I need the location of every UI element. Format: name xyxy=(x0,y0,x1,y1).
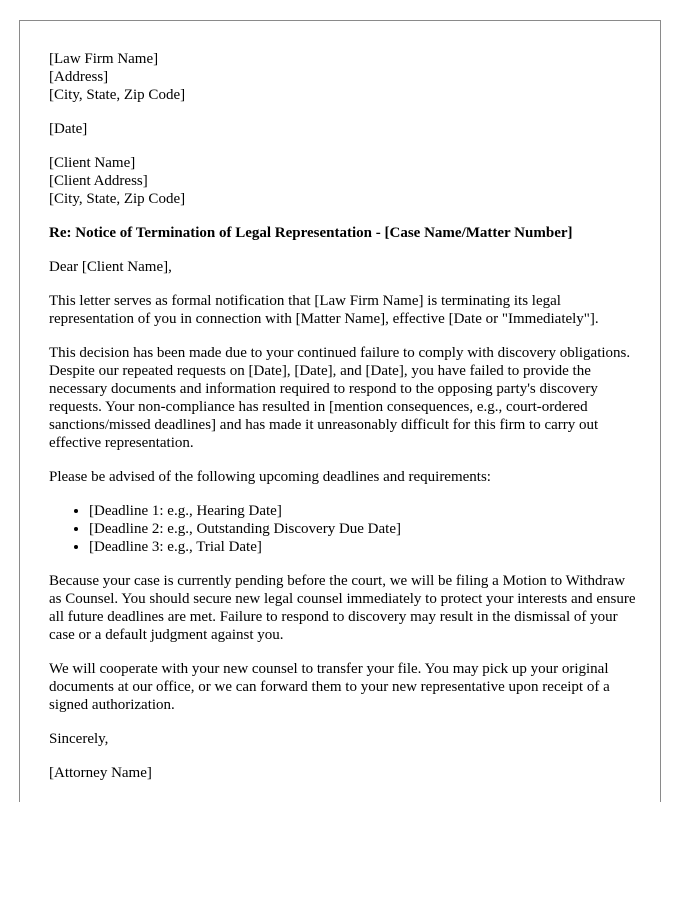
recipient-block xyxy=(49,154,639,208)
recipient-city-state-zip: [City, State, Zip Code] xyxy=(49,191,186,207)
sender-firm-name: [Law Firm Name] xyxy=(49,51,159,67)
letter-date: [Date] xyxy=(49,121,88,137)
subject-line: Re: Notice of Termination of Legal Representation - [Case Name/Matter Number] xyxy=(49,225,573,241)
salutation: Dear [Client Name], xyxy=(49,259,172,275)
deadline-item: • [Deadline 2: e.g., Outstanding Discovery Due Date] xyxy=(89,520,639,538)
deadline-item: • [Deadline 3: e.g., Trial Date] xyxy=(89,538,639,556)
letter-body xyxy=(49,50,639,798)
date-block xyxy=(49,120,639,138)
recipient-name: [Client Name] xyxy=(49,155,136,171)
sender-block xyxy=(49,50,639,104)
letter-page xyxy=(19,20,661,802)
recipient-address: [Client Address] xyxy=(49,173,148,189)
sender-address: [Address] xyxy=(49,69,109,85)
sender-city-state-zip: [City, State, Zip Code] xyxy=(49,87,186,103)
paragraph-reason: This decision has been made due to your continued failure to comply with discovery obligations. Despite our repeated requests on [Date], [Date], and [Date], you have failed to provide the necessary documents and information required to respond to the opposing party's discovery requests. Your non-compliance has resulted in [mention consequences, e.g., court-ordered sanctions/missed deadlines] and has made it unreasonably difficult for this firm to carry out effective representation. xyxy=(49,345,631,451)
deadline-item: • [Deadline 1: e.g., Hearing Date] xyxy=(89,502,639,520)
paragraph-notification: This letter serves as formal notification that [Law Firm Name] is terminating its legal representation of you in connection with [Matter Name], effective [Date or "Immediately"]. xyxy=(49,293,599,327)
paragraph-file-transfer: We will cooperate with your new counsel to transfer your file. You may pick up your original documents at our office, or we can forward them to your new representative upon receipt of a signed authorization. xyxy=(49,661,610,713)
deadline-list xyxy=(49,502,639,556)
signature: [Attorney Name] xyxy=(49,765,152,781)
paragraph-withdrawal: Because your case is currently pending before the court, we will be filing a Motion to Withdraw as Counsel. You should secure new legal counsel immediately to protect your interests and ensure all future deadlines are met. Failure to respond to discovery may result in the dismissal of your case or a default judgment against you. xyxy=(49,573,636,643)
signoff: Sincerely, xyxy=(49,731,109,747)
paragraph-deadlines-intro: Please be advised of the following upcoming deadlines and requirements: xyxy=(49,469,491,485)
